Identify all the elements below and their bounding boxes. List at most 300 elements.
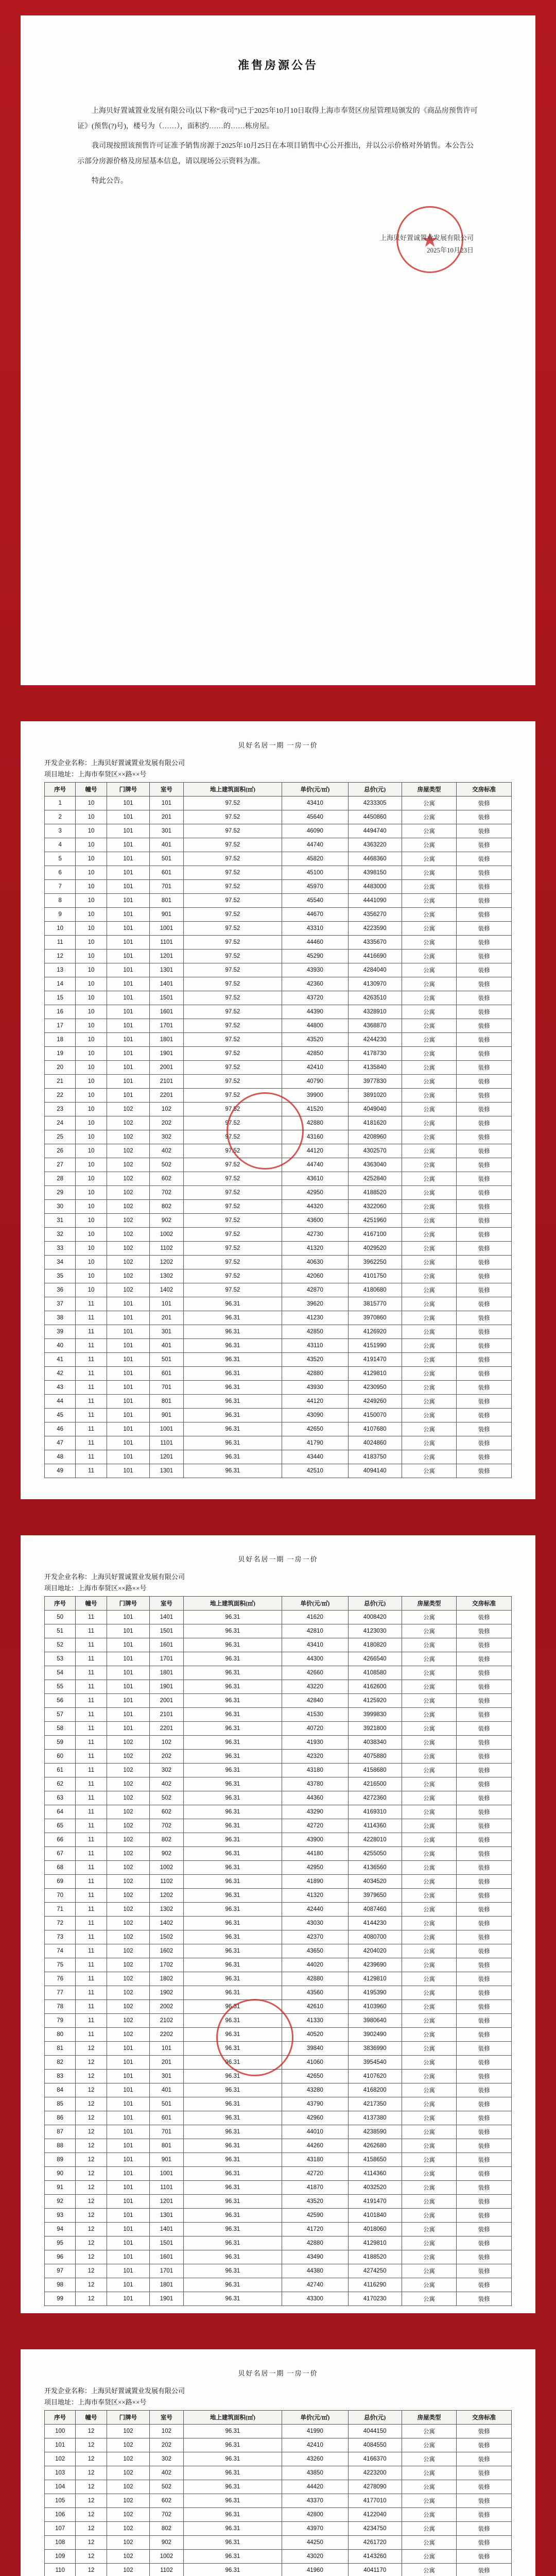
table-cell: 73 (45, 1930, 76, 1944)
table-cell: 1301 (150, 963, 184, 977)
table-cell: 12 (76, 2070, 107, 2083)
notice-signature: 上海贝好置诚置业发展有限公司 (379, 234, 474, 242)
company-seal-icon (227, 1092, 304, 1170)
table-header-row (45, 783, 512, 796)
table-cell: 装修 (457, 950, 512, 963)
table-cell: 装修 (457, 1061, 512, 1075)
table-cell: 12 (76, 2494, 107, 2508)
table-cell: 1601 (150, 1005, 184, 1019)
table-cell: 29 (45, 1186, 76, 1200)
table-cell: 装修 (457, 2125, 512, 2139)
table-cell: 97.52 (183, 1242, 282, 1256)
table-cell: 4223200 (348, 2466, 402, 2480)
table-row (45, 922, 512, 936)
table-cell: 4129810 (348, 2236, 402, 2250)
table-cell: 11 (76, 1972, 107, 1986)
table-cell: 44800 (282, 1019, 348, 1033)
table-cell: 69 (45, 1875, 76, 1889)
table-cell: 96.31 (183, 2070, 282, 2083)
column-header: 房屋类型 (402, 1597, 457, 1611)
table-row (45, 1214, 512, 1228)
table-cell: 102 (107, 1283, 149, 1297)
table-cell: 82 (45, 2056, 76, 2070)
table-cell: 10 (76, 1130, 107, 1144)
table-cell: 97.52 (183, 1144, 282, 1158)
table-cell: 97.52 (183, 1047, 282, 1061)
table-row (45, 1200, 512, 1214)
table-cell: 4169310 (348, 1805, 402, 1819)
table-cell: 102 (107, 1764, 149, 1777)
table-row (45, 2564, 512, 2576)
table-cell: 101 (107, 1694, 149, 1708)
table-cell: 102 (107, 1833, 149, 1847)
table-cell: 44260 (282, 2139, 348, 2153)
table-cell: 96 (45, 2250, 76, 2264)
table-cell: 10 (76, 950, 107, 963)
table-cell: 42840 (282, 1694, 348, 1708)
table-cell: 40520 (282, 2028, 348, 2042)
table-row (45, 2452, 512, 2466)
table-cell: 12 (76, 2480, 107, 2494)
table-cell: 装修 (457, 810, 512, 824)
table-cell: 装修 (457, 1395, 512, 1409)
table-cell: 12 (76, 2236, 107, 2250)
table-cell: 97.52 (183, 991, 282, 1005)
table-cell: 96.31 (183, 1611, 282, 1624)
table-cell: 10 (76, 1242, 107, 1256)
table-cell: 10 (76, 1116, 107, 1130)
table-cell: 公寓 (402, 963, 457, 977)
table-cell: 501 (150, 852, 184, 866)
table-cell: 75 (45, 1958, 76, 1972)
table-cell: 101 (107, 2125, 149, 2139)
table-cell: 96.31 (183, 1652, 282, 1666)
table-cell: 8 (45, 894, 76, 908)
table-cell: 4356270 (348, 908, 402, 922)
table-cell: 装修 (457, 1353, 512, 1367)
table-row (45, 1283, 512, 1297)
table-cell: 61 (45, 1764, 76, 1777)
table-cell: 装修 (457, 1339, 512, 1353)
table-cell: 4114360 (348, 1819, 402, 1833)
table-cell: 公寓 (402, 1269, 457, 1283)
table-cell: 3891020 (348, 1089, 402, 1103)
table-cell: 2101 (150, 1075, 184, 1089)
table-cell: 4 (45, 838, 76, 852)
table-cell: 44670 (282, 908, 348, 922)
column-header: 室号 (150, 2411, 184, 2425)
table-cell: 17 (45, 1019, 76, 1033)
table-cell: 97.52 (183, 977, 282, 991)
table-cell: 109 (45, 2550, 76, 2564)
table-cell: 97.52 (183, 1089, 282, 1103)
column-header: 门牌号 (107, 1597, 149, 1611)
table-cell: 4223590 (348, 922, 402, 936)
table-cell: 装修 (457, 1172, 512, 1186)
table-cell: 4008420 (348, 1611, 402, 1624)
table-cell: 801 (150, 1395, 184, 1409)
table-cell: 4266540 (348, 1652, 402, 1666)
table-cell: 装修 (457, 1381, 512, 1395)
table-cell: 公寓 (402, 1464, 457, 1478)
table-cell: 602 (150, 1172, 184, 1186)
table-cell: 43780 (282, 1777, 348, 1791)
table-cell: 公寓 (402, 1917, 457, 1930)
table-cell: 97.52 (183, 1200, 282, 1214)
table-row (45, 1930, 512, 1944)
table-cell: 52 (45, 1638, 76, 1652)
table-cell: 10 (76, 991, 107, 1005)
table-cell: 44360 (282, 1791, 348, 1805)
table-cell: 3954540 (348, 2056, 402, 2070)
table-cell: 96.31 (183, 2083, 282, 2097)
table-cell: 11 (76, 1680, 107, 1694)
table-cell: 401 (150, 2083, 184, 2097)
table-cell: 装修 (457, 1764, 512, 1777)
table-cell: 11 (76, 1861, 107, 1875)
table-cell: 11 (76, 1666, 107, 1680)
table-cell: 装修 (457, 1214, 512, 1228)
table-header-row (45, 2411, 512, 2425)
table-cell: 41960 (282, 2564, 348, 2576)
table-cell: 4101840 (348, 2209, 402, 2223)
developer-name: 上海贝好置诚置业发展有限公司 (91, 2387, 185, 2395)
table-row (45, 1228, 512, 1242)
table-row (45, 963, 512, 977)
table-cell: 42060 (282, 1269, 348, 1283)
table-cell: 54 (45, 1666, 76, 1680)
table-cell: 装修 (457, 880, 512, 894)
table-cell: 4108580 (348, 1666, 402, 1680)
table-row (45, 2139, 512, 2153)
table-row (45, 2195, 512, 2209)
table-cell: 43220 (282, 1680, 348, 1694)
table-row (45, 1847, 512, 1861)
table-cell: 1002 (150, 1228, 184, 1242)
table-cell: 102 (107, 1158, 149, 1172)
table-cell: 公寓 (402, 1214, 457, 1228)
table-cell: 1501 (150, 991, 184, 1005)
table-cell: 公寓 (402, 1694, 457, 1708)
table-cell: 1901 (150, 1680, 184, 1694)
table-cell: 101 (107, 2181, 149, 2195)
table-cell: 装修 (457, 2042, 512, 2056)
table-cell: 11 (76, 2014, 107, 2028)
table-cell: 11 (76, 1791, 107, 1805)
table-cell: 96.31 (183, 2508, 282, 2522)
table-cell: 41870 (282, 2181, 348, 2195)
table-cell: 102 (107, 1269, 149, 1283)
table-cell: 79 (45, 2014, 76, 2028)
table-cell: 11 (76, 1750, 107, 1764)
table-cell: 43900 (282, 1833, 348, 1847)
table-cell: 11 (76, 1464, 107, 1478)
table-cell: 902 (150, 1214, 184, 1228)
table-row (45, 894, 512, 908)
table-cell: 公寓 (402, 1764, 457, 1777)
table-cell: 1801 (150, 1666, 184, 1680)
table-cell: 102 (107, 2536, 149, 2550)
table-cell: 45290 (282, 950, 348, 963)
table-cell: 63 (45, 1791, 76, 1805)
table-cell: 101 (107, 1381, 149, 1395)
table-row (45, 1861, 512, 1875)
table-cell: 装修 (457, 1652, 512, 1666)
table-cell: 公寓 (402, 2550, 457, 2564)
table-cell: 11 (76, 1847, 107, 1861)
table-cell: 97.52 (183, 1130, 282, 1144)
table-cell: 98 (45, 2278, 76, 2292)
table-cell: 97 (45, 2264, 76, 2278)
table-cell: 公寓 (402, 2425, 457, 2438)
table-cell: 公寓 (402, 1256, 457, 1269)
table-cell: 96.31 (183, 2014, 282, 2028)
table-cell: 公寓 (402, 2438, 457, 2452)
table-cell: 4137380 (348, 2111, 402, 2125)
table-cell: 1001 (150, 922, 184, 936)
table-cell: 10 (76, 1103, 107, 1116)
table-header-row (45, 1597, 512, 1611)
table-cell: 42730 (282, 1228, 348, 1242)
table-cell: 97.52 (183, 866, 282, 880)
table-cell: 12 (76, 2195, 107, 2209)
table-cell: 4094140 (348, 1464, 402, 1478)
table-cell: 801 (150, 2139, 184, 2153)
table-row (45, 1833, 512, 1847)
table-row (45, 1736, 512, 1750)
table-cell: 101 (107, 1353, 149, 1367)
table-cell: 31 (45, 1214, 76, 1228)
table-cell: 39840 (282, 2042, 348, 2056)
table-cell: 102 (150, 1736, 184, 1750)
table-cell: 102 (107, 2452, 149, 2466)
table-cell: 701 (150, 880, 184, 894)
table-cell: 1102 (150, 2564, 184, 2576)
table-cell: 101 (107, 977, 149, 991)
table-cell: 101 (107, 1652, 149, 1666)
table-cell: 公寓 (402, 1450, 457, 1464)
table-cell: 1401 (150, 2223, 184, 2236)
table-cell: 公寓 (402, 2000, 457, 2014)
table-cell: 装修 (457, 866, 512, 880)
table-cell: 101 (107, 1005, 149, 1019)
table-cell: 11 (76, 1736, 107, 1750)
table-cell: 802 (150, 2522, 184, 2536)
table-cell: 装修 (457, 1917, 512, 1930)
table-cell: 41230 (282, 1311, 348, 1325)
table-cell: 16 (45, 1005, 76, 1019)
column-header: 单价(元/㎡) (282, 783, 348, 796)
table-cell: 4041170 (348, 2564, 402, 2576)
table-cell: 96.31 (183, 1624, 282, 1638)
table-cell: 102 (107, 2522, 149, 2536)
table-cell: 装修 (457, 2028, 512, 2042)
table-cell: 装修 (457, 838, 512, 852)
table-cell: 4123030 (348, 1624, 402, 1638)
table-cell: 7 (45, 880, 76, 894)
table-cell: 41320 (282, 1889, 348, 1903)
table-cell: 96.31 (183, 2564, 282, 2576)
table-cell: 96.31 (183, 2264, 282, 2278)
table-cell: 96.31 (183, 1381, 282, 1395)
developer-label: 开发企业名称： (44, 2387, 92, 2395)
table-cell: 装修 (457, 1624, 512, 1638)
table-row (45, 1367, 512, 1381)
table-cell: 96.31 (183, 2195, 282, 2209)
table-cell: 96.31 (183, 1833, 282, 1847)
column-header: 门牌号 (107, 783, 149, 796)
table-row (45, 2522, 512, 2536)
table-cell: 701 (150, 1381, 184, 1395)
table-cell: 4188520 (348, 2250, 402, 2264)
table-cell: 44 (45, 1395, 76, 1409)
table-row (45, 838, 512, 852)
table-cell: 装修 (457, 852, 512, 866)
table-cell: 96.31 (183, 2278, 282, 2292)
table-cell: 43300 (282, 2292, 348, 2306)
table-cell: 96.31 (183, 2181, 282, 2195)
table-row (45, 2097, 512, 2111)
table-cell: 96.31 (183, 2425, 282, 2438)
table-cell: 43110 (282, 1339, 348, 1353)
table-cell: 公寓 (402, 2536, 457, 2550)
table-cell: 4363220 (348, 838, 402, 852)
table-cell: 4363040 (348, 1158, 402, 1172)
table-cell: 公寓 (402, 908, 457, 922)
table-cell: 装修 (457, 2223, 512, 2236)
table-cell: 公寓 (402, 1875, 457, 1889)
table-cell: 42410 (282, 1061, 348, 1075)
table-cell: 96.31 (183, 1736, 282, 1750)
table-cell: 11 (76, 1311, 107, 1325)
table-cell: 42440 (282, 1903, 348, 1917)
table-cell: 公寓 (402, 1777, 457, 1791)
table-cell: 公寓 (402, 2480, 457, 2494)
table-cell: 4034520 (348, 1875, 402, 1889)
table-cell: 201 (150, 810, 184, 824)
table-cell: 101 (150, 1297, 184, 1311)
table-cell: 12 (76, 2223, 107, 2236)
table-cell: 65 (45, 1819, 76, 1833)
table-cell: 公寓 (402, 1736, 457, 1750)
table-cell: 46 (45, 1422, 76, 1436)
table-row (45, 1339, 512, 1353)
table-cell: 41520 (282, 1103, 348, 1116)
table-cell: 2001 (150, 1694, 184, 1708)
table-cell: 802 (150, 1833, 184, 1847)
table-cell: 101 (107, 2056, 149, 2070)
table-cell: 96.31 (183, 1367, 282, 1381)
notice-title: 准售房源公告 (237, 59, 318, 72)
table-cell: 702 (150, 1819, 184, 1833)
table-cell: 43520 (282, 1033, 348, 1047)
table-cell: 101 (107, 1339, 149, 1353)
table-cell: 公寓 (402, 1200, 457, 1214)
table-cell: 装修 (457, 1158, 512, 1172)
table-cell: 4278090 (348, 2480, 402, 2494)
table-cell: 12 (76, 2452, 107, 2466)
table-cell: 19 (45, 1047, 76, 1061)
table-cell: 4322060 (348, 1200, 402, 1214)
table-row (45, 2438, 512, 2452)
table-cell: 96.31 (183, 1680, 282, 1694)
developer-name: 上海贝好置诚置业发展有限公司 (91, 1573, 185, 1581)
table-cell: 42370 (282, 1930, 348, 1944)
table-cell: 10 (76, 1158, 107, 1172)
table-cell: 60 (45, 1750, 76, 1764)
table-cell: 公寓 (402, 1005, 457, 1019)
table-cell: 97.52 (183, 852, 282, 866)
table-cell: 96.31 (183, 1917, 282, 1930)
table-cell: 公寓 (402, 1666, 457, 1680)
table-cell: 47 (45, 1436, 76, 1450)
table-cell: 38 (45, 1311, 76, 1325)
table-cell: 44390 (282, 1005, 348, 1019)
table-cell: 96.31 (183, 1409, 282, 1422)
table-cell: 10 (76, 894, 107, 908)
table-cell: 公寓 (402, 1861, 457, 1875)
table-cell: 41530 (282, 1708, 348, 1722)
table-row (45, 1033, 512, 1047)
table-cell: 公寓 (402, 2167, 457, 2181)
notice-paragraph: 上海贝好置诚置业发展有限公司(以下称“我司”)已于2025年10月10日取得上海市奉贤区房屋管理局颁发的《商品房预售许可证》(预售(?)号)，楼号为（……），面积约……的……栋房屋。 (77, 107, 478, 130)
table-cell: 11 (76, 1367, 107, 1381)
table-cell: 96.31 (183, 1875, 282, 1889)
table-cell: 101 (107, 1325, 149, 1339)
table-cell: 42360 (282, 977, 348, 991)
table-cell: 装修 (457, 1422, 512, 1436)
table-cell: 10 (76, 1269, 107, 1283)
table-cell: 96.31 (183, 2438, 282, 2452)
table-row (45, 1777, 512, 1791)
table-cell: 12 (76, 2209, 107, 2223)
table-cell: 装修 (457, 1944, 512, 1958)
table-cell: 公寓 (402, 810, 457, 824)
table-cell: 4125920 (348, 1694, 402, 1708)
table-cell: 公寓 (402, 1116, 457, 1130)
table-cell: 1701 (150, 2264, 184, 2278)
table-cell: 4080700 (348, 1930, 402, 1944)
table-cell: 装修 (457, 2014, 512, 2028)
table-cell: 100 (45, 2425, 76, 2438)
table-cell: 97.52 (183, 838, 282, 852)
table-row (45, 2236, 512, 2250)
table-cell: 12 (76, 2438, 107, 2452)
table-cell: 公寓 (402, 2236, 457, 2250)
table-cell: 42320 (282, 1750, 348, 1764)
table-cell: 42650 (282, 2070, 348, 2083)
table-cell: 96.31 (183, 2550, 282, 2564)
table-cell: 110 (45, 2564, 76, 2576)
developer-label: 开发企业名称： (44, 1573, 92, 1581)
table-cell: 102 (107, 1930, 149, 1944)
table-row (45, 2209, 512, 2223)
table-row (45, 2292, 512, 2306)
column-header: 序号 (45, 2411, 76, 2425)
table-cell: 公寓 (402, 1311, 457, 1325)
table-cell: 10 (76, 1144, 107, 1158)
table-cell: 装修 (457, 1750, 512, 1764)
table-cell: 96.31 (183, 2480, 282, 2494)
table-cell: 96.31 (183, 2536, 282, 2550)
table-cell: 101 (107, 950, 149, 963)
table-cell: 96.31 (183, 1903, 282, 1917)
table-cell: 402 (150, 2466, 184, 2480)
table-cell: 42880 (282, 1116, 348, 1130)
table-cell: 40 (45, 1339, 76, 1353)
table-cell: 12 (76, 2536, 107, 2550)
table-cell: 42850 (282, 1325, 348, 1339)
